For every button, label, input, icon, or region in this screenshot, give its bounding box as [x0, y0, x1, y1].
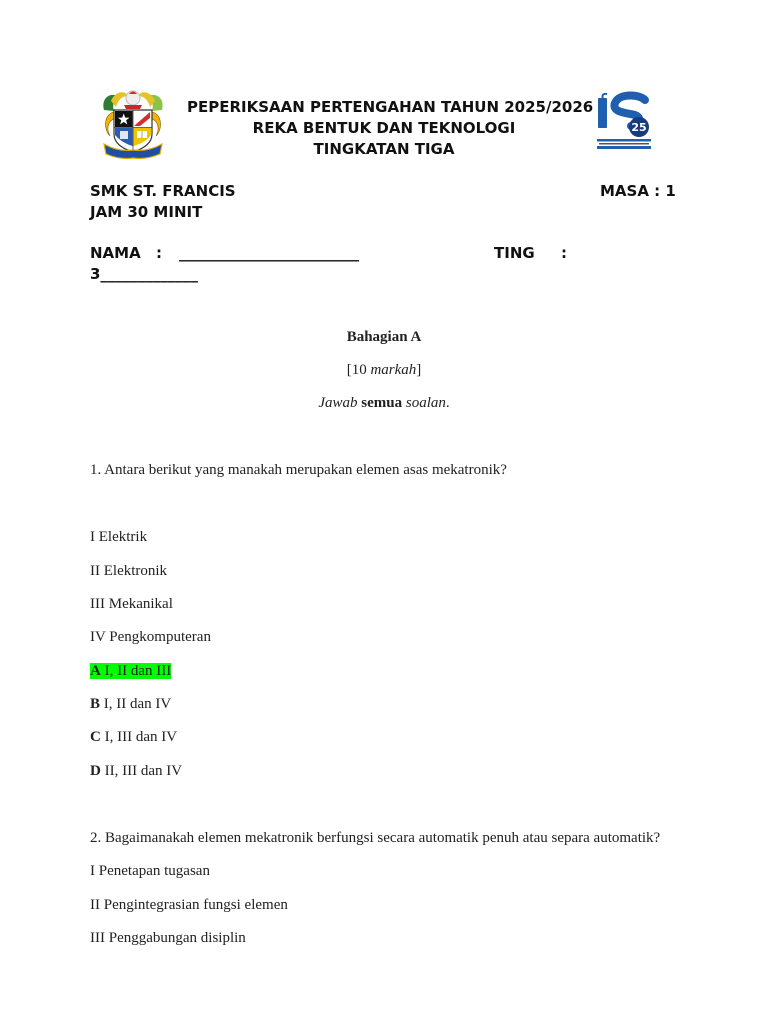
school-name: SMK ST. FRANCIS	[90, 182, 236, 200]
option-letter: B	[90, 696, 101, 712]
name-label: NAMA	[90, 244, 141, 262]
option-highlight	[90, 663, 171, 679]
form-title: TINGKATAN TIGA	[313, 140, 455, 158]
option-text: I, II dan IV	[103, 696, 172, 712]
district-25-logo	[595, 91, 653, 151]
exam-title: PEPERIKSAAN PERTENGAHAN TAHUN 2025/2026	[187, 98, 594, 116]
question-1-statement: III Mekanikal	[90, 596, 173, 612]
crest-shield	[114, 110, 152, 152]
section-marks	[90, 360, 678, 380]
marks-close: ]	[416, 362, 422, 378]
logo-caption-lines	[597, 139, 651, 149]
option-highlight	[90, 763, 182, 779]
option-letter: C	[90, 729, 101, 745]
duration-continuation: JAM 30 MINIT	[90, 203, 203, 221]
question-1-option-a	[90, 661, 171, 681]
name-blank-line: ________________________	[179, 244, 359, 262]
option-text: I, III dan IV	[104, 729, 178, 745]
question-2-statement: I Penetapan tugasan	[90, 863, 210, 879]
crest-foliage	[103, 91, 162, 111]
marks-open: [10	[346, 362, 367, 378]
option-letter: A	[90, 663, 101, 679]
option-letter: D	[90, 763, 101, 779]
option-text: I, II dan III	[104, 663, 172, 679]
name-colon: :	[156, 244, 162, 262]
class-value: 3_____________	[90, 265, 198, 283]
class-colon: :	[561, 244, 567, 262]
option-highlight	[90, 729, 177, 745]
question-2-statement: II Pengintegrasian fungsi elemen	[90, 897, 288, 913]
instruction-verb: Jawab	[318, 395, 358, 411]
question-2-text: 2. Bagaimanakah elemen mekatronik berfungsi secara automatik penuh atau separa automatik?	[90, 830, 661, 846]
question-1-statement: IV Pengkomputeran	[90, 629, 211, 645]
question-1-statement: II Elektronik	[90, 563, 168, 579]
instruction-noun: soalan	[405, 395, 446, 411]
option-highlight	[90, 696, 171, 712]
section-instruction	[90, 393, 678, 413]
section-title-text: Bahagian A	[346, 329, 422, 345]
question-2-statement: III Penggabungan disiplin	[90, 930, 246, 946]
question-1-option-d	[90, 761, 182, 781]
question-1-option-b	[90, 694, 171, 714]
instruction-emphasis: semua	[361, 395, 403, 411]
section-title	[90, 327, 678, 347]
instruction-end: .	[445, 395, 450, 411]
duration-label: MASA : 1	[600, 182, 676, 200]
question-1-option-c	[90, 727, 177, 747]
subject-title: REKA BENTUK DAN TEKNOLOGI	[252, 119, 516, 137]
class-label: TING	[494, 244, 535, 262]
school-crest-logo	[100, 88, 166, 160]
question-1-text: 1. Antara berikut yang manakah merupakan elemen asas mekatronik?	[90, 462, 507, 478]
logo-lettering: 25	[631, 121, 647, 134]
question-1-statement: I Elektrik	[90, 529, 148, 545]
option-text: II, III dan IV	[104, 763, 183, 779]
marks-unit: markah	[370, 362, 417, 378]
